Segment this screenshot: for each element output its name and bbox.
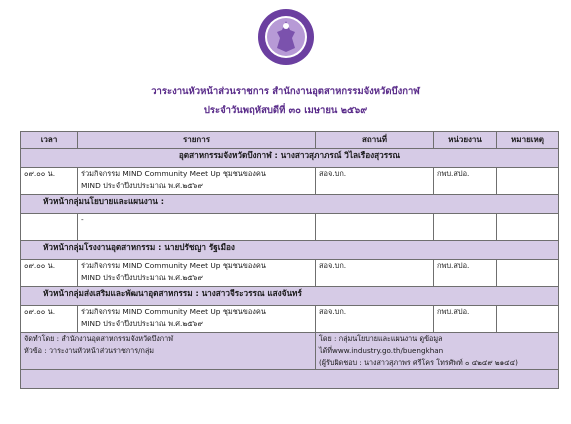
footer-prepared-by: จัดทำโดย : สำนักงานอุตสาหกรรมจังหวัดบึงกาฬ <box>24 334 174 343</box>
col-time: เวลา <box>21 132 78 149</box>
item-cell: ร่วมกิจกรรม MIND Community Meet Up ชุมชนของคน MIND ประจำปีงบประมาณ พ.ศ.๒๕๖๙ <box>78 306 316 333</box>
agency-cell: กพบ.สปอ. <box>434 306 497 333</box>
agency-cell: กพบ.สปอ. <box>434 168 497 195</box>
ministry-logo <box>257 8 315 66</box>
section-heading: หัวหน้ากลุ่มนโยบายและแผนงาน : <box>21 195 559 214</box>
note-cell <box>497 306 559 333</box>
page-subtitle: ประจำวันพฤหัสบดีที่ ๓๐ เมษายน ๒๕๖๙ <box>203 105 368 116</box>
place-cell <box>316 214 434 241</box>
col-place: สถานที่ <box>316 132 434 149</box>
page-title: วาระงานหัวหน้าส่วนราชการ สำนักงานอุตสาหกรรมจังหวัดบึงกาฬ <box>151 86 420 97</box>
table-row <box>21 214 559 241</box>
item-cell: - <box>78 214 316 241</box>
time-cell: ๐๙.๐๐ น. <box>21 306 78 333</box>
footer-blank-row <box>21 370 559 389</box>
item-cell: ร่วมกิจกรรม MIND Community Meet Up ชุมชนของคน MIND ประจำปีงบประมาณ พ.ศ.๒๕๖๙ <box>78 168 316 195</box>
col-agency: หน่วยงาน <box>434 132 497 149</box>
table-row <box>21 168 559 195</box>
time-cell: ๐๙.๐๐ น. <box>21 168 78 195</box>
footer-row <box>21 333 559 370</box>
agency-cell <box>434 214 497 241</box>
place-cell: สอจ.บก. <box>316 168 434 195</box>
note-cell <box>497 214 559 241</box>
footer-subject: หัวข้อ : วาระงานหัวหน้าส่วนราชการ/กลุ่ม <box>24 346 154 355</box>
table-row <box>21 260 559 287</box>
section-heading: หัวหน้ากลุ่มส่งเสริมและพัฒนาอุตสาหกรรม : นางสาวจีระวรรณ แสงจันทร์ <box>21 287 559 306</box>
agency-cell: กพบ.สปอ. <box>434 260 497 287</box>
place-cell: สอจ.บก. <box>316 306 434 333</box>
section-heading: หัวหน้ากลุ่มโรงงานอุตสาหกรรม : นายปรัชญา รัฐเมือง <box>21 241 559 260</box>
footer-contact: (ผู้รับผิดชอบ : นางสาวสุภาพร ศรีโคร โทรศัพท์ ๐ ๔๒๔๙ ๒๑๔๔) <box>319 358 518 367</box>
col-item: รายการ <box>78 132 316 149</box>
schedule-table <box>20 131 559 389</box>
col-note: หมายเหตุ <box>497 132 559 149</box>
note-cell <box>497 260 559 287</box>
place-cell: สอจ.บก. <box>316 260 434 287</box>
time-cell: ๐๙.๐๐ น. <box>21 260 78 287</box>
footer-by: โดย : กลุ่มนโยบายและแผนงาน ดูข้อมูลได้ที่www.industry.go.th/buengkhan <box>319 334 444 355</box>
item-cell: ร่วมกิจกรรม MIND Community Meet Up ชุมชนของคน MIND ประจำปีงบประมาณ พ.ศ.๒๕๖๙ <box>78 260 316 287</box>
table-header-row <box>21 132 559 149</box>
table-row <box>21 306 559 333</box>
section-heading: อุตสาหกรรมจังหวัดบึงกาฬ : นางสาวสุภาภรณ์ วิไลเรืองสุวรรณ <box>21 149 559 168</box>
note-cell <box>497 168 559 195</box>
time-cell <box>21 214 78 241</box>
